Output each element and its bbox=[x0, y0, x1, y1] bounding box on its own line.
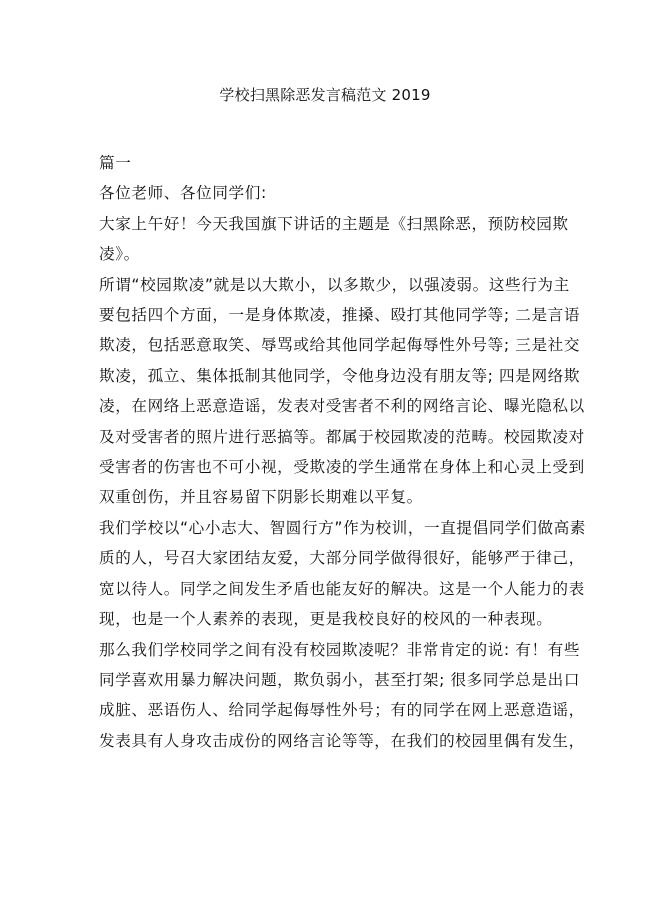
paragraph-2-line-8: 双重创伤，并且容易留下阴影长期难以平复。 bbox=[99, 488, 423, 507]
paragraph-1-line-2: 凌》。 bbox=[99, 245, 140, 264]
paragraph-3-line-2: 质的人，号召大家团结友爱，大部分同学做得很好，能够严于律己， bbox=[99, 549, 585, 568]
document-title: 学校扫黑除恶发言稿范文 2019 bbox=[219, 86, 431, 104]
paragraph-2-line-1: 所谓“校园欺凌”就是以大欺小，以多欺少，以强凌弱。这些行为主 bbox=[99, 275, 570, 294]
paragraph-4-line-3: 成脏、恶语伤人、给同学起侮辱性外号；有的同学在网上恶意造谣， bbox=[99, 701, 585, 720]
paragraph-2-line-2: 要包括四个方面，一是身体欺凌，推搡、殴打其他同学等; 二是言语 bbox=[99, 306, 581, 325]
paragraph-2-line-5: 凌，在网络上恶意造谣，发表对受害者不利的网络言论、曝光隐私以 bbox=[99, 397, 585, 416]
paragraph-2-line-4: 欺凌，孤立、集体抵制其他同学，令他身边没有朋友等; 四是网络欺 bbox=[99, 366, 581, 385]
paragraph-1-line-1: 大家上午好！今天我国旗下讲话的主题是《扫黑除恶，预防校园欺 bbox=[99, 214, 569, 233]
paragraph-2-line-3: 欺凌，包括恶意取笑、辱骂或给其他同学起侮辱性外号等; 三是社交 bbox=[99, 336, 581, 355]
paragraph-4-line-2: 同学喜欢用暴力解决问题，欺负弱小，甚至打架; 很多同学总是出口 bbox=[99, 670, 581, 689]
paragraph-3-line-4: 现，也是一个人素养的表现，更是我校良好的校风的一种表现。 bbox=[99, 610, 553, 629]
paragraph-4-line-1: 那么我们学校同学之间有没有校园欺凌呢？非常肯定的说: 有！有些 bbox=[99, 640, 581, 659]
document-body bbox=[99, 148, 586, 756]
paragraph-3-line-1: 我们学校以“心小志大、智圆行方”作为校训，一直提倡同学们做高素 bbox=[99, 518, 586, 537]
paragraph-3-line-3: 宽以待人。同学之间发生矛盾也能友好的解决。这是一个人能力的表 bbox=[99, 579, 585, 598]
paragraph-4-line-4: 发表具有人身攻击成份的网络言论等等，在我们的校园里偶有发生， bbox=[99, 731, 585, 750]
section-heading: 篇一 bbox=[99, 154, 132, 172]
greeting: 各位老师、各位同学们: bbox=[99, 184, 267, 203]
paragraph-2-line-7: 受害者的伤害也不可小视，受欺凌的学生通常在身体上和心灵上受到 bbox=[99, 458, 585, 477]
paragraph-2-line-6: 及对受害者的照片进行恶搞等。都属于校园欺凌的范畴。校园欺凌对 bbox=[99, 427, 585, 446]
